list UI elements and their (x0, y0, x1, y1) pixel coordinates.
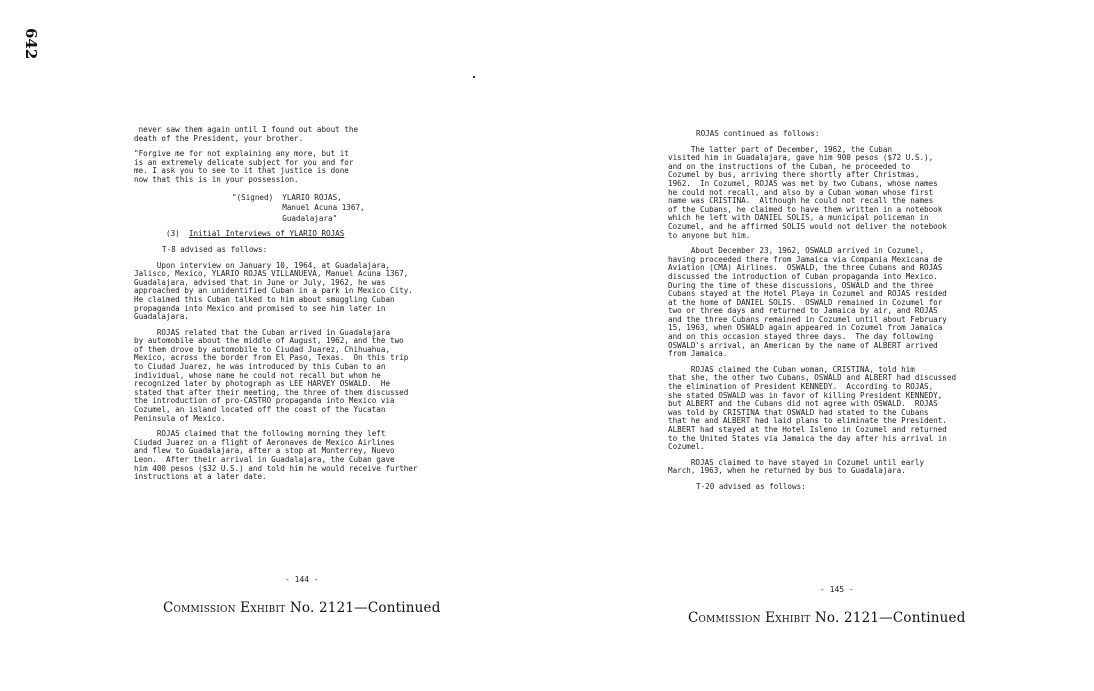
text-line: was told by CRISTINA that OSWALD had stated to the Cubans (668, 407, 929, 417)
text-line: Cozumel. (668, 442, 705, 452)
text-line: now that this is in your possession. (134, 174, 299, 184)
text-line: ROJAS claimed to have stayed in Cozumel until early (668, 457, 925, 467)
text-line: T-20 advised as follows: (696, 481, 806, 491)
left-page-number: - 144 - (285, 575, 319, 584)
text-line: of them drove by automobile to Ciudad Juarez, Chihuahua, (134, 344, 391, 354)
text-line: Peninsula of Mexico. (134, 413, 226, 423)
text-line: and on this occasion stayed three days. The day following (668, 332, 934, 342)
text-line: Cozumel by bus, arriving there shortly after Christmas, (668, 170, 920, 180)
right-exhibit-suffix: No. 2121—Continued (814, 610, 966, 626)
right-exhibit-prefix: Commission Exhibit (688, 610, 811, 626)
text-line: name was CRISTINA. Although he could not recall the names (668, 196, 934, 206)
text-line: to the United States via Jamaica the day after his arrival in (668, 433, 947, 443)
text-line: and on the instructions of the Cuban, he proceeded to (668, 161, 911, 171)
text-line: He claimed this Cuban talked to him about smuggling Cuban (134, 294, 395, 304)
text-line: recognized later by photograph as LEE HARVEY OSWALD. He (134, 379, 391, 389)
text-line: discussed the introduction of Cuban propaganda into Mexico. (668, 271, 938, 281)
text-line: by automobile about the middle of August, 1962, and the two (134, 336, 404, 346)
text-line: Aviation (CMA) Airlines. OSWALD, the three Cubans and ROJAS (668, 263, 943, 273)
text-line: Mexico, across the border from El Paso, Texas. On this trip (134, 353, 409, 363)
text-line: "(Signed) YLARIO ROJAS, (232, 192, 342, 202)
text-line: approached by an unidentified Cuban in a park in Mexico City. (134, 286, 413, 296)
margin-page-number: 642 (22, 28, 40, 60)
text-line: me. I ask you to see to it that justice is done (134, 166, 349, 176)
text-line: having proceeded there from Jamaica via Compania Mexicana de (668, 254, 943, 264)
text-line: ALBERT had stayed at the Hotel Isleno in Cozumel and returned (668, 425, 947, 434)
text-line: she stated OSWALD was in favor of killing President KENNEDY, (668, 390, 943, 400)
paragraph-gap (134, 185, 494, 192)
speck (473, 76, 475, 78)
text-line: March, 1963, when he returned by bus to Guadalajara. (668, 466, 906, 476)
text-line: that he and ALBERT had laid plans to eliminate the President. (668, 416, 947, 426)
text-line: visited him in Guadalajara, gave him 900 pesos ($72 U.S.), (668, 153, 934, 163)
text-line: Cubans stayed at the Hotel Playa in Cozumel and ROJAS resided (668, 289, 947, 299)
section-number: (3) (166, 229, 180, 239)
text-line: During the time of these discussions, OSWALD and the three (668, 280, 934, 290)
text-line: the introduction of pro-CASTRO propaganda into Mexico via (134, 396, 395, 406)
text-line: instructions at a later date. (134, 472, 267, 482)
text-line: individual, whose name he could not recall but whom he (134, 370, 381, 380)
text-line: stated that after their meeting, the three of them discussed (134, 387, 409, 397)
text-line: Manuel Acuna 1367, (232, 203, 365, 213)
right-page-number: - 145 - (820, 585, 854, 594)
text-line: he could not recall, and also by a Cuban woman whose first (668, 187, 934, 197)
section-heading (134, 230, 494, 239)
left-page-text (134, 126, 494, 482)
text-line: T-8 advised as follows: (162, 244, 268, 254)
text-line: Cozumel, an island located off the coast of the Yucatan (134, 405, 386, 415)
text-line: of the Cubans, he claimed to have them written in a notebook (668, 204, 943, 214)
text-line: two or three days and returned to Jamaica by air, and ROJAS (668, 306, 938, 316)
left-exhibit-caption (163, 600, 441, 616)
text-line: The latter part of December, 1962, the Cuban (668, 144, 893, 154)
text-line: propaganda into Mexico and promised to see him later in (134, 303, 386, 313)
right-page-text (668, 130, 1028, 492)
text-line: Cozumel, and he affirmed SOLIS would not deliver the notebook (668, 221, 947, 231)
text-line: 1962. In Cozumel, ROJAS was met by two Cubans, whose names (668, 178, 938, 188)
text-line: never saw them again until I found out about the (134, 125, 359, 134)
text-line: but ALBERT and the Cubans did not agree with OSWALD. ROJAS (668, 399, 938, 409)
text-line: him 400 pesos ($32 U.S.) and told him he would receive further (134, 463, 418, 473)
text-line: 15, 1963, when OSWALD again appeared in Cozumel from Jamaica (668, 323, 943, 333)
text-line: the elimination of President KENNEDY. According to ROJAS, (668, 382, 934, 392)
section-title: Initial Interviews of YLARIO ROJAS (188, 229, 345, 239)
text-line: ROJAS continued as follows: (696, 129, 820, 138)
text-line: death of the President, your brother. (134, 133, 304, 143)
left-exhibit-suffix: No. 2121—Continued (289, 600, 441, 616)
text-line: that she, the other two Cubans, OSWALD and ALBERT had discussed (668, 373, 957, 383)
text-line: at the home of DANIEL SOLIS. OSWALD remained in Cozumel for (668, 297, 943, 307)
text-line: is an extremely delicate subject for you and for (134, 157, 354, 167)
text-line: Ciudad Juarez on a flight of Aeronaves de Mexico Airlines (134, 437, 395, 447)
text-line: from Jamaica. (668, 349, 728, 359)
left-exhibit-prefix: Commission Exhibit (163, 600, 286, 616)
text-line: ROJAS claimed the Cuban woman, CRISTINA, told him (668, 364, 915, 374)
text-line: Leon. After their arrival in Guadalajara, the Cuban gave (134, 455, 395, 464)
text-line: and the three Cubans remained in Cozumel until about February (668, 314, 947, 324)
text-line: and flew to Guadalajara, after a stop at Monterrey, Nuevo (134, 446, 395, 456)
text-line: About December 23, 1962, OSWALD arrived in Cozumel, (668, 246, 925, 256)
text-line: Guadalajara. (134, 312, 189, 322)
text-line: "Forgive me for not explaining any more, but it (134, 149, 349, 159)
text-line: to Ciudad Juarez, he was introduced by this Cuban to an (134, 362, 386, 372)
text-line: Upon interview on January 10, 1964, at Guadalajara, (134, 260, 391, 270)
text-line: ROJAS claimed that the following morning they left (134, 429, 386, 439)
text-line: Jalisco, Mexico, YLARIO ROJAS VILLANUEVA, Manuel Acuna 1367, (134, 269, 409, 279)
text-line: to anyone but him. (668, 230, 751, 240)
text-line: OSWALD's arrival, an American by the name of ALBERT arrived (668, 340, 938, 350)
right-exhibit-caption (688, 610, 966, 626)
text-line: Guadalajara, advised that in June or July, 1962, he was (134, 277, 386, 287)
text-line: Guadalajara" (232, 213, 338, 223)
text-line: which he left with DANIEL SOLIS, a municipal policeman in (668, 213, 929, 223)
text-line: ROJAS related that the Cuban arrived in Guadalajara (134, 327, 391, 337)
